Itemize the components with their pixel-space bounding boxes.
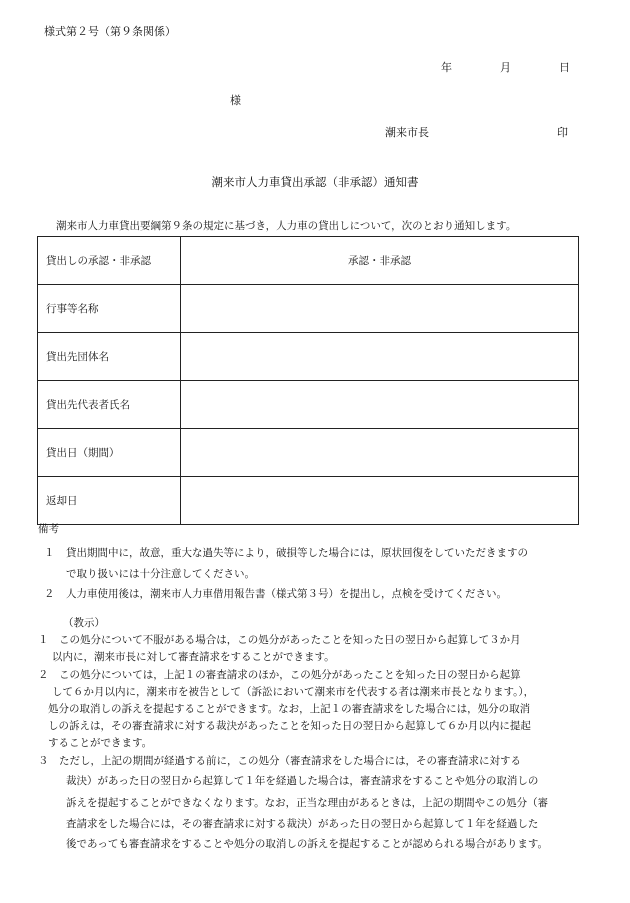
row-label: 行事等名称 — [38, 285, 181, 333]
row-value — [181, 333, 579, 381]
row-value — [181, 285, 579, 333]
row-value: 承認・非承認 — [181, 237, 579, 285]
remark-line: 人力車使用後は，潮来市人力車借用報告書（様式第３号）を提出し，点検を受けてください。 — [66, 588, 507, 600]
instruction-line: することができます。 — [48, 737, 153, 749]
remark-number: ２ — [44, 588, 55, 600]
row-label: 貸出しの承認・非承認 — [38, 237, 181, 285]
table-row — [38, 237, 579, 285]
addressee-suffix: 様 — [230, 94, 241, 107]
remark-number: １ — [44, 547, 55, 559]
instruction-line: ２ この処分については，上記１の審査請求のほか，この処分があったことを知った日の翌日から起算 — [38, 669, 521, 681]
table-row — [38, 333, 579, 381]
table-row — [38, 381, 579, 429]
instruction-line: 処分の取消しの訴えを提起することができます。なお，上記１の審査請求をした場合には，処分の取消 — [48, 703, 531, 715]
table-row — [38, 429, 579, 477]
document-title: 潮来市人力車貸出承認（非承認）通知書 — [211, 175, 419, 189]
seal-mark: 印 — [557, 126, 568, 139]
table-row — [38, 285, 579, 333]
details-table — [37, 236, 579, 525]
instruction-line: 訴えを提起することができなくなります。なお，正当な理由があるときは，上記の期間やこの処分（審 — [66, 797, 549, 809]
issuer-name: 潮来市長 — [385, 126, 429, 139]
row-value — [181, 429, 579, 477]
date-month-label: 月 — [500, 61, 511, 74]
instruction-line: 以内に，潮来市長に対して審査請求をすることができます。 — [52, 651, 335, 663]
remark-line: で取り扱いには十分注意してください。 — [66, 568, 255, 580]
instruction-line: 後であっても審査請求をすることや処分の取消しの訴えを提起することが認められる場合があります。 — [66, 838, 549, 850]
instruction-line: しの訴えは，その審査請求に対する裁決があったことを知った日の翌日から起算して６か月以内に提起 — [48, 720, 531, 732]
remark-line: 貸出期間中に，故意，重大な過失等により，破損等した場合には，原状回復をしていただきますの — [66, 547, 528, 559]
remarks-heading: 備考 — [38, 523, 59, 535]
row-label: 貸出先代表者氏名 — [38, 381, 181, 429]
instruction-line: 査請求をした場合には，その審査請求に対する裁決）があった日の翌日から起算して１年を経過した — [66, 818, 539, 830]
instruction-line: ３ ただし，上記の期間が経過する前に，この処分（審査請求をした場合には，その審査請求に対する — [38, 755, 521, 767]
instruction-line: して６か月以内に，潮来市を被告として（訴訟において潮来市を代表する者は潮来市長となります。）， — [52, 686, 535, 698]
instruction-heading: （教示） — [63, 617, 105, 629]
row-label: 貸出日（期間） — [38, 429, 181, 477]
instruction-line: 裁決）があった日の翌日から起算して１年を経過した場合は，審査請求をすることや処分の取消しの — [66, 775, 539, 787]
table-row — [38, 477, 579, 525]
date-day-label: 日 — [559, 61, 570, 74]
intro-text: 潮来市人力車貸出要綱第９条の規定に基づき，人力車の貸出しについて，次のとおり通知します。 — [56, 220, 517, 232]
row-label: 返却日 — [38, 477, 181, 525]
row-label: 貸出先団体名 — [38, 333, 181, 381]
instruction-line: １ この処分について不服がある場合は，この処分があったことを知った日の翌日から起算して３か月 — [38, 634, 521, 646]
form-number: 様式第２号（第９条関係） — [44, 25, 176, 38]
row-value — [181, 477, 579, 525]
date-year-label: 年 — [441, 61, 452, 74]
row-value — [181, 381, 579, 429]
